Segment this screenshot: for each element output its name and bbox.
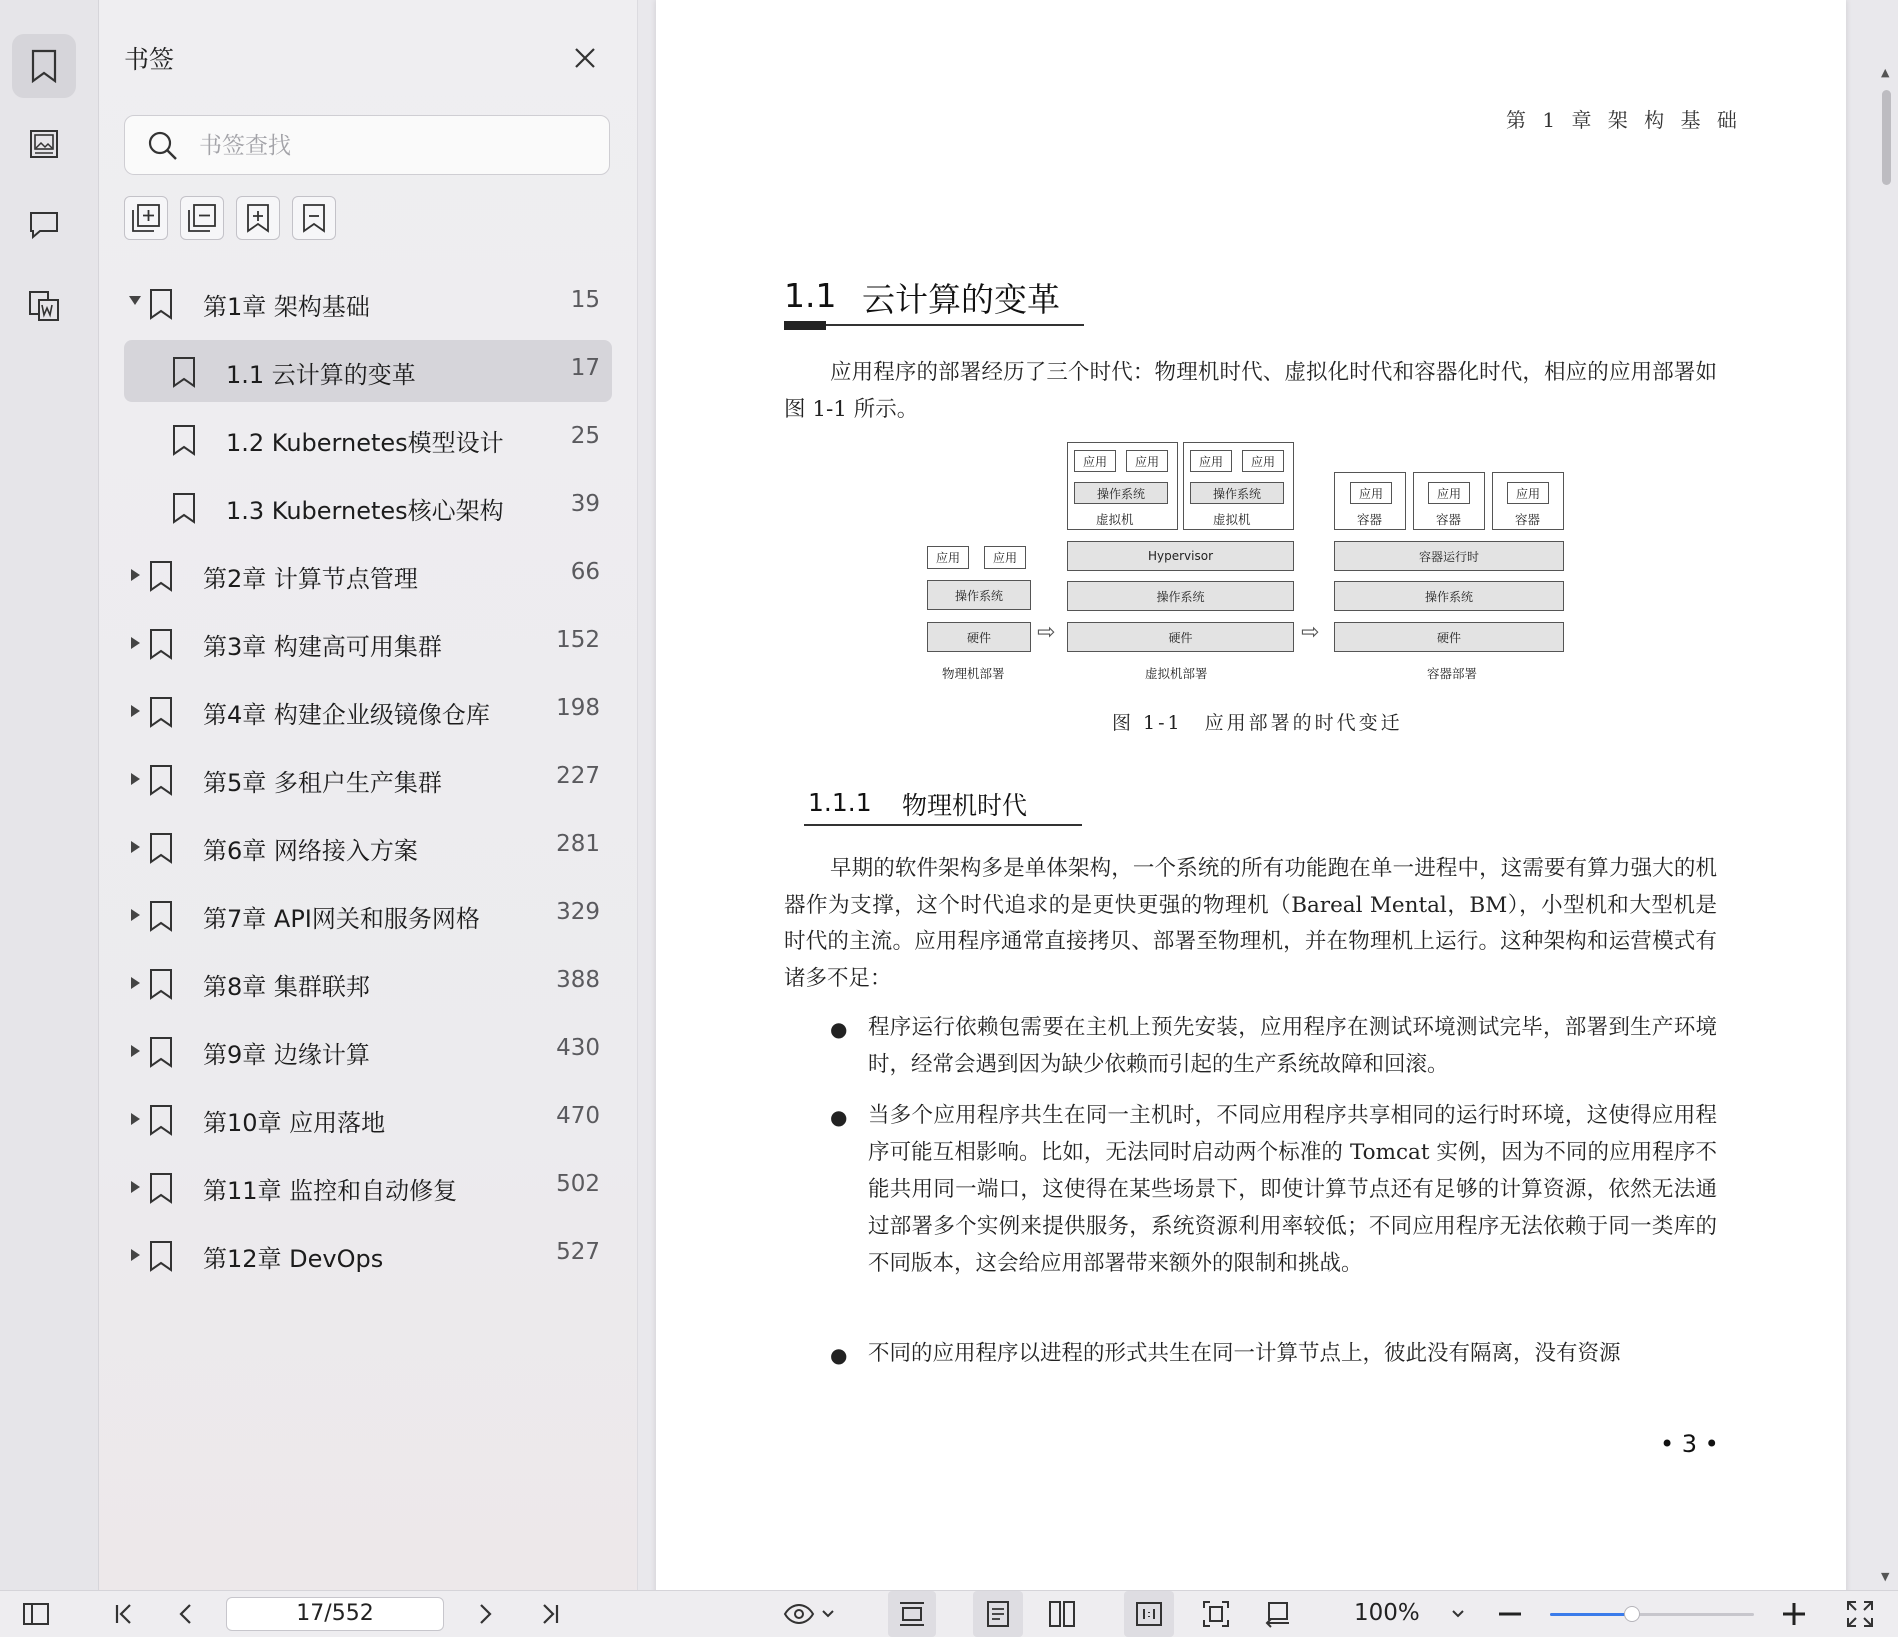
fig-container-label: 容器 bbox=[1436, 512, 1462, 527]
left-icon-rail bbox=[0, 0, 99, 1590]
bookmark-icon bbox=[148, 288, 174, 324]
last-page-icon bbox=[539, 1602, 561, 1626]
two-page-icon bbox=[1048, 1600, 1076, 1628]
bookmark-icon bbox=[148, 900, 174, 936]
comment-icon bbox=[28, 210, 60, 240]
fig-os-box: 操作系统 bbox=[1334, 581, 1564, 611]
thumbnails-tab[interactable] bbox=[12, 112, 76, 176]
fig-os-box: 操作系统 bbox=[927, 580, 1031, 610]
bookmark-panel bbox=[99, 0, 638, 1590]
bottom-toolbar bbox=[0, 1590, 1898, 1637]
chevron-right-icon bbox=[477, 1602, 493, 1626]
sidebar-toggle-icon bbox=[22, 1602, 50, 1626]
subsection-title: 物理机时代 bbox=[902, 791, 1028, 820]
bookmark-item[interactable] bbox=[124, 884, 612, 946]
expand-triangle-icon[interactable] bbox=[131, 705, 140, 717]
bookmark-item[interactable] bbox=[124, 476, 612, 538]
bookmark-icon bbox=[148, 1036, 174, 1072]
subsection-underline bbox=[804, 824, 1082, 826]
bookmark-icon bbox=[148, 628, 174, 664]
rotate-page-button[interactable] bbox=[1258, 1591, 1298, 1637]
fig-os-box: 操作系统 bbox=[1067, 581, 1294, 611]
expand-triangle-icon[interactable] bbox=[131, 773, 140, 785]
add-bookmark-icon bbox=[245, 203, 271, 233]
bookmark-icon bbox=[171, 356, 197, 392]
bookmark-item[interactable] bbox=[124, 816, 612, 878]
remove-bookmark-button[interactable] bbox=[180, 196, 224, 240]
close-icon bbox=[573, 46, 597, 70]
chevron-down-icon bbox=[821, 1609, 835, 1619]
expand-triangle-icon[interactable] bbox=[131, 1045, 140, 1057]
view-mode-dropdown[interactable] bbox=[776, 1591, 842, 1637]
add-child-bookmark-button[interactable] bbox=[124, 196, 168, 240]
bookmark-outline-icon bbox=[301, 203, 327, 233]
zoom-slider[interactable] bbox=[1550, 1613, 1754, 1616]
expand-triangle-icon[interactable] bbox=[131, 909, 140, 921]
bookmark-label: 第11章 监控和自动修复 bbox=[203, 1177, 458, 1205]
fig-arrow-icon: ⇨ bbox=[1301, 620, 1320, 645]
attachment-document-icon bbox=[28, 290, 60, 322]
fig-container-label: 容器 bbox=[1357, 512, 1383, 527]
fig-label-physical: 物理机部署 bbox=[942, 666, 1005, 681]
subsection-number: 1.1.1 bbox=[808, 788, 872, 817]
bookmark-page: 17 bbox=[570, 355, 600, 381]
bookmark-label: 1.1 云计算的变革 bbox=[226, 361, 416, 389]
bookmark-icon bbox=[148, 696, 174, 732]
bookmark-item[interactable] bbox=[124, 680, 612, 742]
bookmark-label: 第9章 边缘计算 bbox=[203, 1041, 370, 1069]
bullet-dot: ● bbox=[830, 1343, 848, 1367]
previous-page-button[interactable] bbox=[166, 1591, 206, 1637]
bookmark-icon bbox=[148, 832, 174, 868]
collapse-triangle-icon[interactable] bbox=[129, 296, 141, 305]
bookmark-icon bbox=[148, 560, 174, 596]
fit-height-icon bbox=[898, 1600, 926, 1628]
bookmark-search bbox=[124, 115, 610, 175]
first-page-icon bbox=[113, 1602, 135, 1626]
bullet-item: 当多个应用程序共生在同一主机时，不同应用程序共享相同的运行时环境，这使得应用程序可能互相影响。比如，无法同时启动两个标准的 Tomcat 实例，因为不同的应用程序不能共用同一端口，这使得在某些场景下，即使计算节点还有足够的计算资源，依然无法通过部署多个实例来提供服务，系统资源利用率较低；不同应用程序无法依赖于同一类库的不同版本，这会给应用部署带来额外的限制和挑战。 bbox=[868, 1103, 1717, 1276]
expand-triangle-icon[interactable] bbox=[131, 1181, 140, 1193]
fullscreen-button[interactable] bbox=[1840, 1591, 1880, 1637]
zoom-in-button[interactable] bbox=[1776, 1591, 1812, 1637]
fig-label-vm: 虚拟机部署 bbox=[1145, 666, 1208, 681]
plus-icon bbox=[1782, 1602, 1806, 1626]
zoom-level[interactable]: 100% bbox=[1354, 1600, 1420, 1626]
toggle-sidebar-button[interactable] bbox=[16, 1591, 56, 1637]
expand-triangle-icon[interactable] bbox=[131, 569, 140, 581]
fig-app-box: 应用 bbox=[1507, 482, 1549, 504]
fig-vm-label: 虚拟机 bbox=[1096, 512, 1134, 527]
bookmarks-tab[interactable] bbox=[12, 34, 76, 98]
figure-caption: 图 1-1 应用部署的时代变迁 bbox=[1112, 712, 1403, 734]
bookmark-page: 39 bbox=[570, 491, 600, 517]
attachments-tab[interactable] bbox=[12, 274, 76, 338]
section-underline-accent bbox=[784, 321, 826, 330]
bookmark-outline-button[interactable] bbox=[292, 196, 336, 240]
page-number-value: 17/552 bbox=[296, 1601, 374, 1626]
bookmark-item[interactable] bbox=[124, 1020, 612, 1082]
bookmark-label: 第1章 架构基础 bbox=[203, 293, 370, 321]
bookmark-page: 281 bbox=[556, 831, 600, 857]
bookmark-label: 1.3 Kubernetes核心架构 bbox=[226, 497, 504, 525]
section-number: 1.1 bbox=[784, 276, 837, 315]
body-paragraph: 早期的软件架构多是单体架构，一个系统的所有功能跑在单一进程中，这需要有算力强大的机器作为支撑，这个时代追求的是更快更强的物理机（Bareal Mental，BM），小型机和大型机是时代的主流。应用程序通常直接拷贝、部署至物理机，并在物理机上运行。这种架构和运营模式有诸多不足： bbox=[784, 856, 1717, 991]
zoom-slider-fill bbox=[1550, 1613, 1632, 1616]
bookmark-page: 15 bbox=[570, 287, 600, 313]
bookmark-page: 198 bbox=[556, 695, 600, 721]
expand-triangle-icon[interactable] bbox=[131, 1113, 140, 1125]
scroll-up-arrow[interactable]: ▲ bbox=[1881, 66, 1890, 79]
bookmark-icon bbox=[171, 424, 197, 460]
actual-size-button[interactable] bbox=[1124, 1591, 1174, 1637]
bookmark-label: 第10章 应用落地 bbox=[203, 1109, 386, 1137]
fig-app-box: 应用 bbox=[1074, 450, 1116, 472]
fig-hardware-box: 硬件 bbox=[1067, 622, 1294, 652]
comments-tab[interactable] bbox=[12, 193, 76, 257]
bullet-dot: ● bbox=[830, 1105, 848, 1129]
zoom-slider-knob[interactable] bbox=[1624, 1606, 1640, 1622]
expand-triangle-icon[interactable] bbox=[131, 1249, 140, 1261]
bookmark-icon bbox=[148, 764, 174, 800]
bookmark-icon bbox=[29, 49, 59, 83]
page-number: • 3 • bbox=[1660, 1430, 1719, 1458]
bookmark-item[interactable] bbox=[124, 748, 612, 810]
bookmark-icon bbox=[148, 1104, 174, 1140]
chevron-down-icon bbox=[1451, 1609, 1465, 1619]
fig-os-box: 操作系统 bbox=[1074, 482, 1168, 504]
fig-os-box: 操作系统 bbox=[1190, 482, 1284, 504]
fig-app-box: 应用 bbox=[1242, 450, 1284, 472]
bookmark-label: 1.2 Kubernetes模型设计 bbox=[226, 429, 504, 457]
fig-hardware-box: 硬件 bbox=[1334, 622, 1564, 652]
actual-size-icon bbox=[1135, 1601, 1163, 1627]
bullet-item: 不同的应用程序以进程的形式共生在同一计算节点上，彼此没有隔离，没有资源 bbox=[868, 1341, 1621, 1366]
bookmark-label: 第3章 构建高可用集群 bbox=[203, 633, 442, 661]
single-page-icon bbox=[986, 1600, 1010, 1628]
fit-height-button[interactable] bbox=[888, 1591, 936, 1637]
bookmark-page: 527 bbox=[556, 1239, 600, 1265]
bookmark-item[interactable] bbox=[124, 612, 612, 674]
bookmark-icon bbox=[148, 968, 174, 1004]
bookmark-page: 227 bbox=[556, 763, 600, 789]
rotate-page-icon bbox=[1264, 1600, 1292, 1628]
fig-hardware-box: 硬件 bbox=[927, 622, 1031, 652]
remove-bookmark-icon bbox=[187, 203, 217, 233]
next-page-button[interactable] bbox=[465, 1591, 505, 1637]
section-title: 云计算的变革 bbox=[862, 280, 1060, 319]
fullscreen-icon bbox=[1846, 1600, 1874, 1628]
fig-label-container: 容器部署 bbox=[1427, 666, 1478, 681]
fig-app-box: 应用 bbox=[1350, 482, 1392, 504]
bookmark-label: 第6章 网络接入方案 bbox=[203, 837, 418, 865]
bookmark-icon bbox=[148, 1240, 174, 1276]
bookmark-item[interactable] bbox=[124, 544, 612, 606]
search-icon bbox=[147, 130, 179, 162]
bullet-dot: ● bbox=[830, 1017, 848, 1041]
image-icon bbox=[29, 129, 59, 159]
fig-vm-label: 虚拟机 bbox=[1213, 512, 1251, 527]
first-page-button[interactable] bbox=[104, 1591, 144, 1637]
bookmark-label: 第7章 API网关和服务网格 bbox=[203, 905, 480, 933]
bookmark-page: 388 bbox=[556, 967, 600, 993]
fig-container-label: 容器 bbox=[1515, 512, 1541, 527]
running-head: 第 1 章 架 构 基 础 bbox=[1506, 108, 1742, 132]
bookmark-page: 502 bbox=[556, 1171, 600, 1197]
fig-runtime-box: 容器运行时 bbox=[1334, 541, 1564, 571]
add-bookmark-button[interactable] bbox=[236, 196, 280, 240]
vertical-scrollbar-thumb[interactable] bbox=[1882, 90, 1891, 185]
bookmark-page: 430 bbox=[556, 1035, 600, 1061]
bookmark-label: 第4章 构建企业级镜像仓库 bbox=[203, 701, 490, 729]
bookmark-label: 第12章 DevOps bbox=[203, 1245, 384, 1273]
fit-page-button[interactable] bbox=[1196, 1591, 1236, 1637]
bookmark-page: 329 bbox=[556, 899, 600, 925]
bookmark-icon bbox=[171, 492, 197, 528]
single-page-button[interactable] bbox=[973, 1591, 1023, 1637]
bookmark-page: 66 bbox=[570, 559, 600, 585]
bookmark-icon bbox=[148, 1172, 174, 1208]
search-input[interactable] bbox=[197, 128, 581, 164]
bookmark-item[interactable] bbox=[124, 340, 612, 402]
intro-paragraph: 应用程序的部署经历了三个时代：物理机时代、虚拟化时代和容器化时代，相应的应用部署如图 1-1 所示。 bbox=[784, 360, 1717, 422]
expand-triangle-icon[interactable] bbox=[131, 977, 140, 989]
two-page-button[interactable] bbox=[1042, 1591, 1082, 1637]
expand-triangle-icon[interactable] bbox=[131, 841, 140, 853]
eye-icon bbox=[783, 1603, 815, 1625]
expand-triangle-icon[interactable] bbox=[131, 637, 140, 649]
bookmark-page: 25 bbox=[570, 423, 600, 449]
fig-arrow-icon: ⇨ bbox=[1037, 620, 1056, 645]
last-page-button[interactable] bbox=[530, 1591, 570, 1637]
fig-app-box: 应用 bbox=[1428, 482, 1470, 504]
bookmark-label: 第8章 集群联邦 bbox=[203, 973, 370, 1001]
bookmark-label: 第5章 多租户生产集群 bbox=[203, 769, 442, 797]
fig-app-box: 应用 bbox=[1126, 450, 1168, 472]
bookmark-item[interactable] bbox=[124, 1224, 612, 1286]
chevron-left-icon bbox=[178, 1602, 194, 1626]
fig-app-box: 应用 bbox=[927, 546, 969, 569]
section-underline bbox=[784, 324, 1084, 326]
minus-icon bbox=[1498, 1612, 1522, 1616]
bookmark-item[interactable] bbox=[124, 1088, 612, 1150]
zoom-dropdown-button[interactable] bbox=[1446, 1591, 1470, 1637]
scroll-down-arrow[interactable]: ▼ bbox=[1881, 1570, 1890, 1583]
page-number-input[interactable] bbox=[226, 1597, 444, 1631]
add-bookmark-child-icon bbox=[131, 203, 161, 233]
fig-app-box: 应用 bbox=[1190, 450, 1232, 472]
bookmark-item[interactable] bbox=[124, 272, 612, 334]
bookmark-item[interactable] bbox=[124, 952, 612, 1014]
bookmark-page: 470 bbox=[556, 1103, 600, 1129]
bookmark-label: 第2章 计算节点管理 bbox=[203, 565, 418, 593]
panel-title: 书签 bbox=[124, 45, 175, 74]
close-panel-button[interactable] bbox=[569, 42, 601, 74]
fit-page-icon bbox=[1202, 1600, 1230, 1628]
zoom-out-button[interactable] bbox=[1492, 1591, 1528, 1637]
bookmark-page: 152 bbox=[556, 627, 600, 653]
bookmark-item[interactable] bbox=[124, 408, 612, 470]
bookmark-item[interactable] bbox=[124, 1156, 612, 1218]
fig-app-box: 应用 bbox=[984, 546, 1026, 569]
bullet-item: 程序运行依赖包需要在主机上预先安装，应用程序在测试环境测试完毕，部署到生产环境时，经常会遇到因为缺少依赖而引起的生产系统故障和回滚。 bbox=[868, 1015, 1717, 1077]
fig-hypervisor-box: Hypervisor bbox=[1067, 541, 1294, 571]
